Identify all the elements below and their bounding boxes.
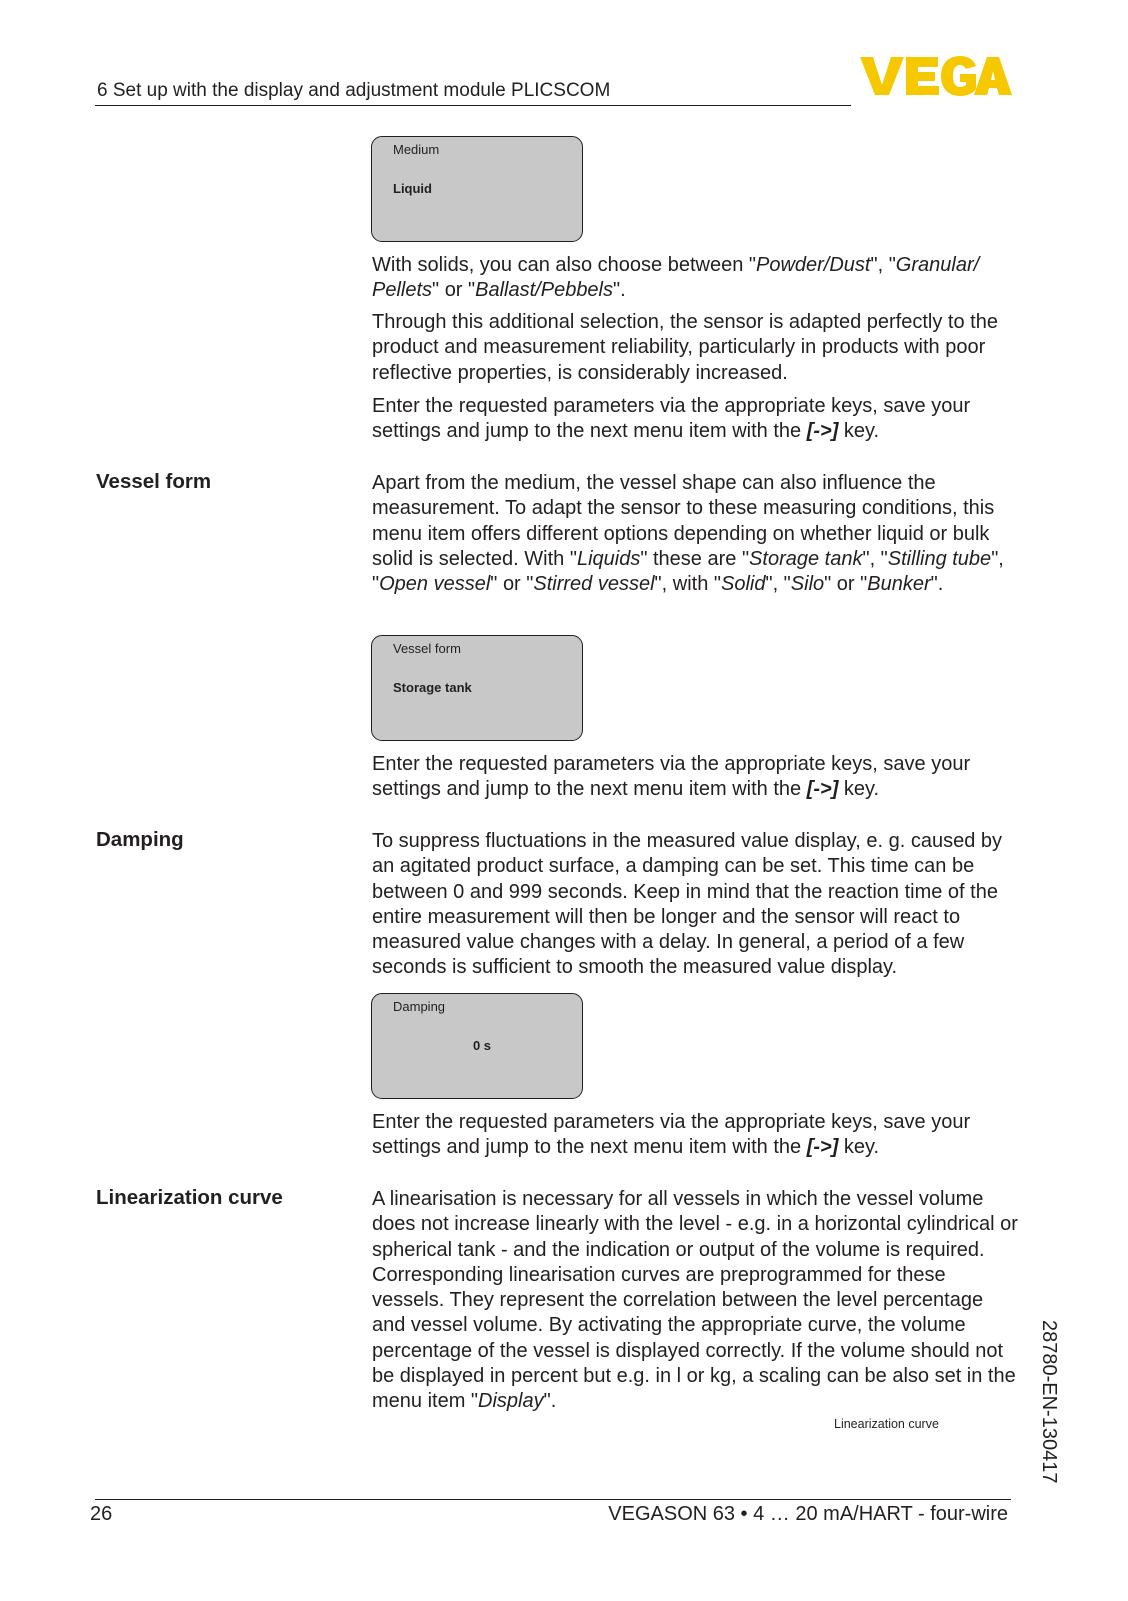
vessel-form-paragraph: Apart from the medium, the vessel shape can also influence the measurement. To adapt the sensor to these measuring conditions, this menu item offers different options depending on whether liquid or bulk solid is selected. With "Liquids" these are "Storage tank", "Stilling tube", "Open vessel" or "Stirred vessel", with "Solid", "Silo" or "Bunker". — [372, 472, 1004, 596]
display-value: Storage tank — [393, 680, 472, 695]
medium-display — [371, 136, 583, 242]
vega-logo — [860, 55, 1012, 99]
display-label: Medium — [393, 142, 440, 157]
enter-paragraph-2: Enter the requested parameters via the appropriate keys, save your settings and jump to the next menu item with the [->] key. — [372, 753, 971, 801]
linearization-caption: Linearization curve — [834, 1417, 939, 1431]
display-value: Liquid — [393, 181, 432, 196]
enter-paragraph-1: Enter the requested parameters via the appropriate keys, save your settings and jump to the next menu item with the [->] key. — [372, 395, 971, 443]
linearization-heading: Linearization curve — [96, 1186, 283, 1209]
document-id: 28780-EN-130417 — [1038, 1320, 1060, 1484]
footer-rule — [95, 1499, 1011, 1500]
footer-title: VEGASON 63 • 4 … 20 mA/HART - four-wire — [608, 1503, 1008, 1525]
display-value: 0 s — [472, 1038, 492, 1053]
damping-display — [371, 993, 583, 1099]
page-number: 26 — [90, 1503, 113, 1525]
linearization-paragraph: A linearisation is necessary for all vessels in which the vessel volume does not increase linearly with the level - e.g. in a horizontal cylindrical or spherical tank - and the indication or output of the volume is required. Corresponding linearisation curves are preprogrammed for these vessels. They represent the correlation between the level percentage and vessel volume. By activating the appropriate curve, the volume percentage of the vessel is displayed correctly. If the volume should not be displayed in percent but e.g. in l or kg, a scaling can be also set in the menu item "Display". — [372, 1188, 1018, 1413]
header-title: 6 Set up with the display and adjustment module PLICSCOM — [97, 80, 611, 101]
display-label: Vessel form — [393, 641, 461, 656]
vessel-form-display — [371, 635, 583, 741]
display-label: Damping — [393, 999, 446, 1014]
damping-paragraph: To suppress fluctuations in the measured value display, e. g. caused by an agitated product surface, a damping can be set. This time can be between 0 and 999 seconds. Keep in mind that the reaction time of the entire measurement will then be longer and the sensor will react to measured value changes with a delay. In general, a period of a few seconds is sufficient to smooth the measured value display. — [372, 830, 1002, 979]
vessel-form-heading: Vessel form — [96, 470, 212, 493]
header-rule — [95, 105, 851, 106]
solids-paragraph: With solids, you can also choose between "Powder/Dust", "Granular/ Pellets" or "Ballast/Pebbels". — [372, 254, 980, 302]
damping-heading: Damping — [96, 828, 184, 851]
enter-paragraph-3: Enter the requested parameters via the appropriate keys, save your settings and jump to the next menu item with the [->] key. — [372, 1111, 971, 1159]
adapt-paragraph: Through this additional selection, the sensor is adapted perfectly to the product and measurement reliability, particularly in products with poor reflective properties, is considerably increased. — [372, 311, 998, 384]
